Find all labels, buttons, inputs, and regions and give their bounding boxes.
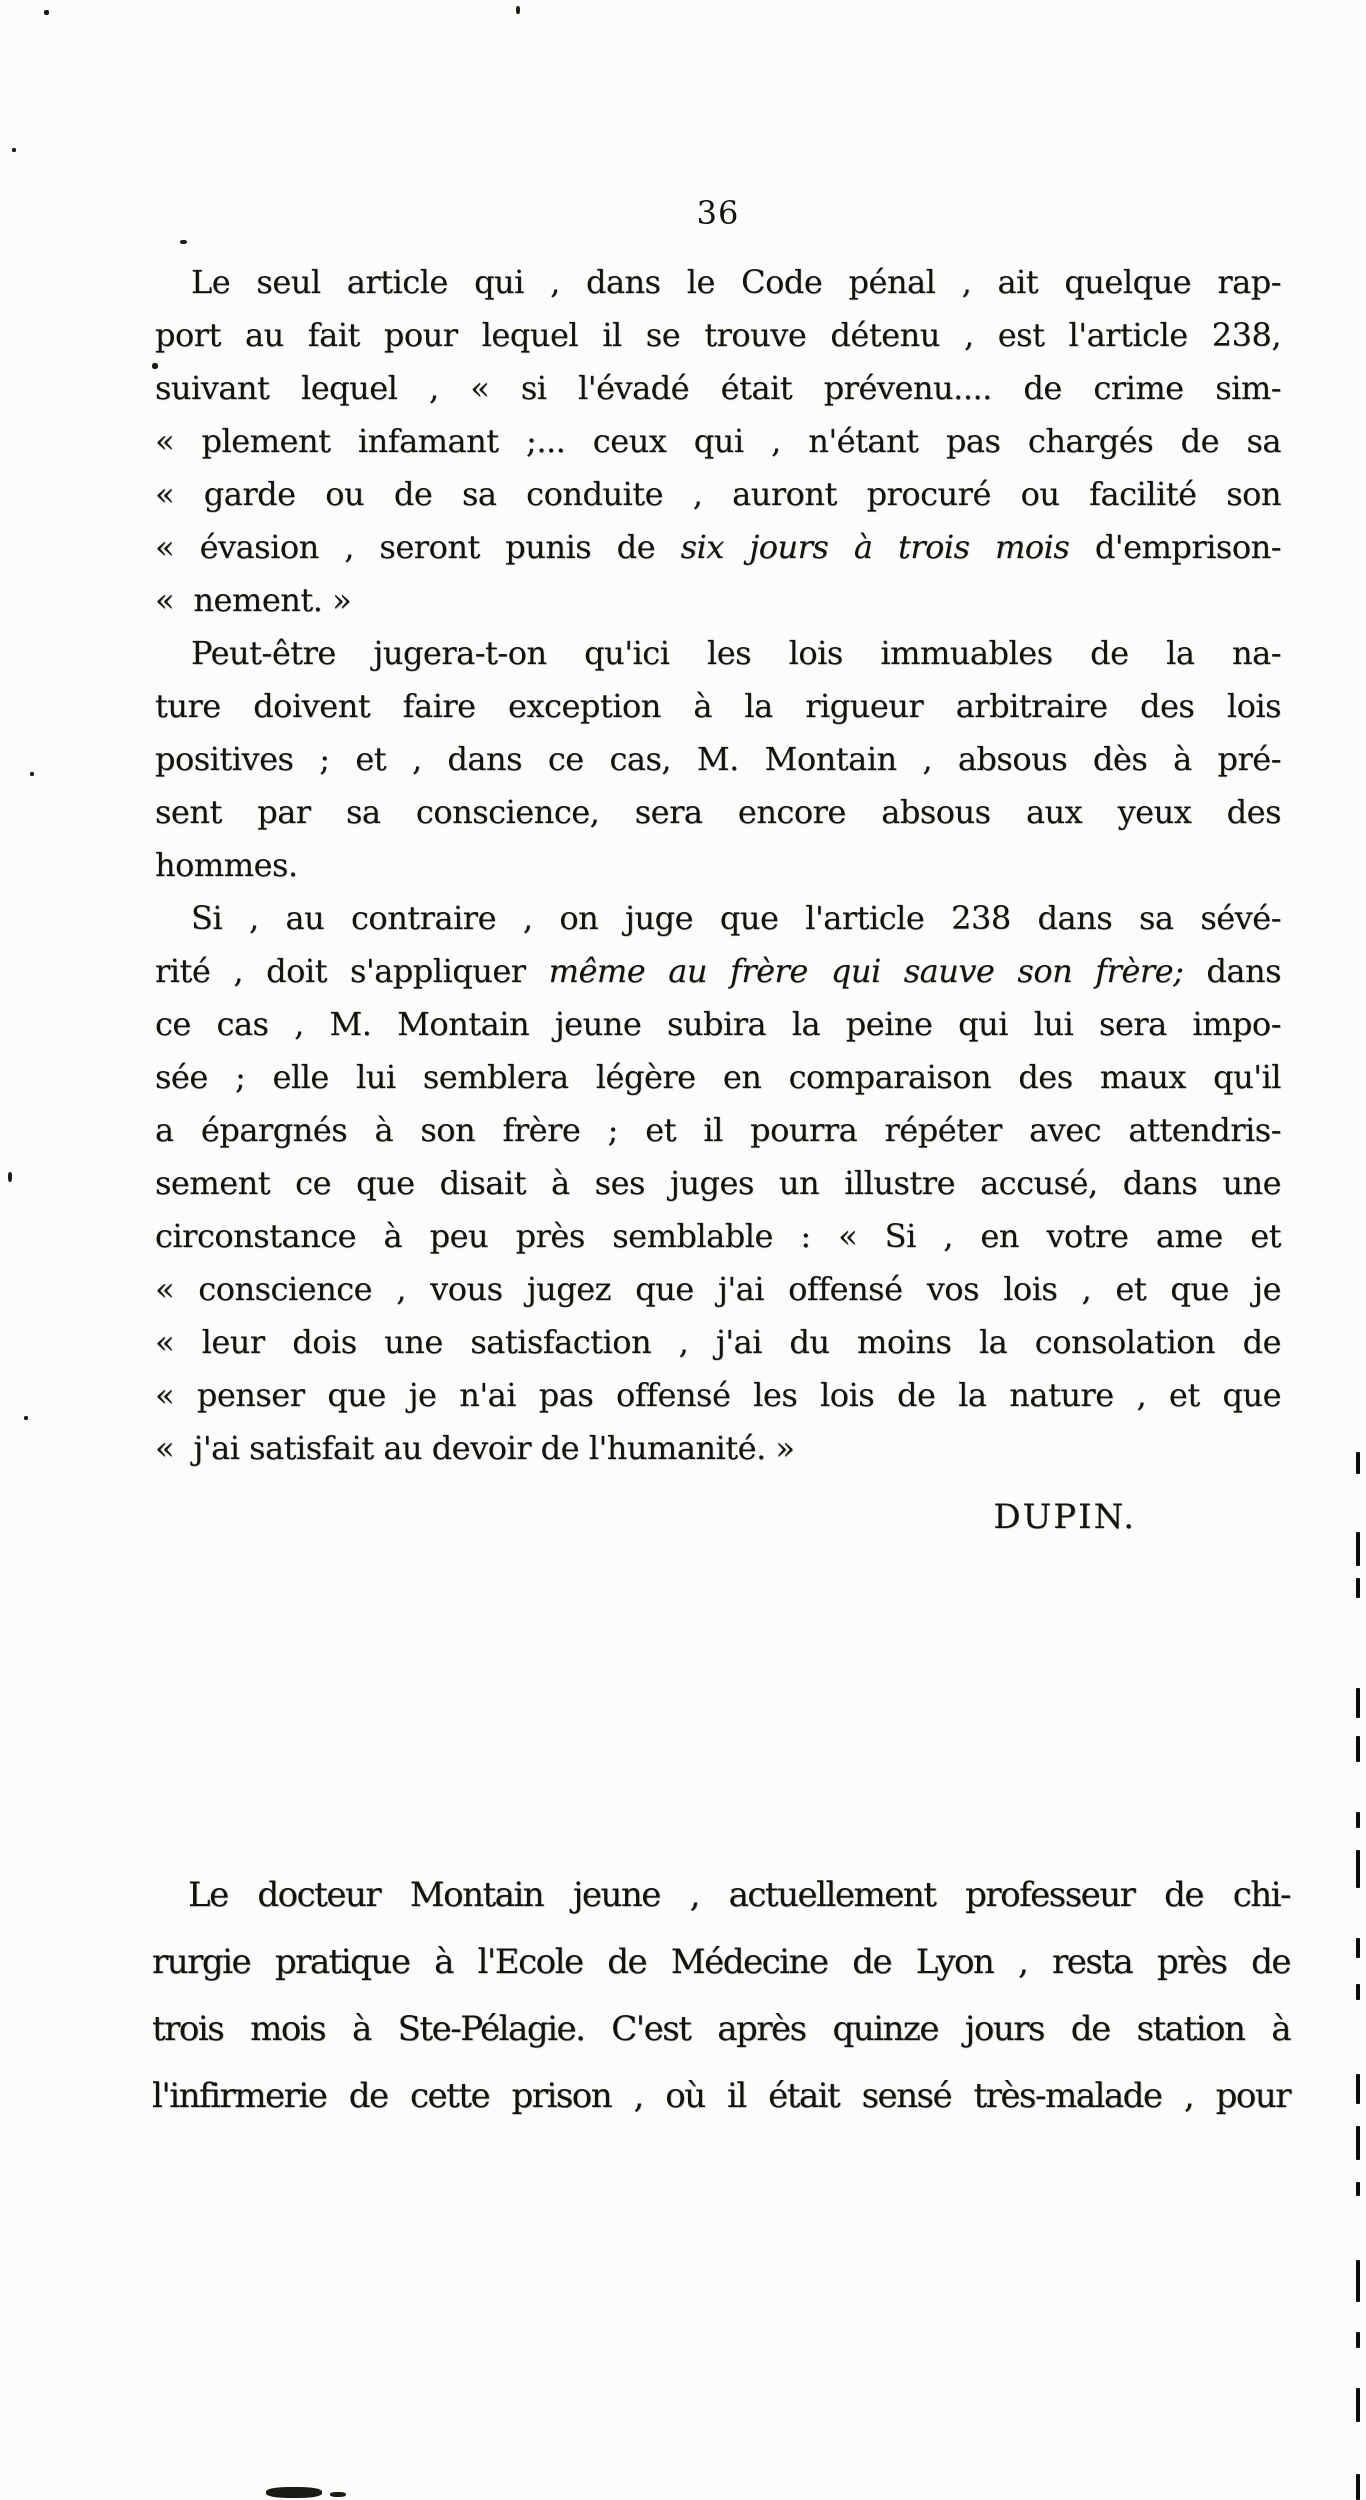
ink-speck — [30, 772, 34, 776]
page-number: 36 — [696, 194, 740, 232]
text-line — [155, 1316, 1281, 1369]
italic-text-segment: six jours à trois mois — [680, 528, 1070, 566]
text-segment: trois mois à Ste-Pélagie. C'est après quinze jours de station à — [152, 2009, 1290, 2049]
page-edge-mark — [1356, 1938, 1360, 1958]
page-edge-mark — [1356, 1984, 1360, 2000]
text-line — [155, 362, 1281, 415]
text-line — [155, 733, 1281, 786]
page-edge-mark — [1356, 2474, 1360, 2500]
page-edge-mark — [1356, 1736, 1360, 1762]
text-line — [155, 786, 1281, 839]
ink-speck — [180, 240, 187, 244]
text-segment: suivant lequel , « si l'évadé était prévenu.... de crime sim- — [155, 369, 1281, 407]
text-line — [155, 309, 1281, 362]
text-line — [155, 680, 1281, 733]
text-line — [155, 892, 1281, 945]
text-segment: sement ce que disait à ses juges un illustre accusé, dans une — [155, 1164, 1281, 1202]
text-segment: « conscience , vous jugez que j'ai offensé vos lois , et que je — [155, 1270, 1281, 1308]
page-edge-mark — [1356, 1688, 1360, 1718]
page-edge-mark — [1356, 2126, 1360, 2160]
ink-speck — [44, 10, 49, 15]
text-line — [152, 1862, 1290, 1929]
text-segment: l'infirmerie de cette prison , où il était sensé très-malade , pour — [152, 2076, 1290, 2116]
text-segment: Si , au contraire , on juge que l'article 238 dans sa sévé- — [191, 899, 1281, 937]
text-line — [155, 998, 1281, 1051]
text-segment: sée ; elle lui semblera légère en comparaison des maux qu'il — [155, 1058, 1281, 1096]
page-edge-mark — [1356, 1452, 1360, 1474]
text-line — [152, 1996, 1290, 2063]
text-segment: « leur dois une satisfaction , j'ai du moins la consolation de — [155, 1323, 1281, 1361]
text-line — [155, 839, 1281, 892]
signature-dupin: DUPIN. — [993, 1497, 1136, 1537]
bottom-text-block — [152, 1862, 1290, 2130]
page-edge-mark — [1356, 2074, 1360, 2104]
text-segment: ce cas , M. Montain jeune subira la peine qui lui sera impo- — [155, 1005, 1281, 1043]
text-segment: hommes. — [155, 846, 298, 884]
text-line — [155, 468, 1281, 521]
page-edge-mark — [1356, 1850, 1360, 1888]
text-segment: « garde ou de sa conduite , auront procuré ou facilité son — [155, 475, 1281, 513]
text-line — [155, 1263, 1281, 1316]
text-line — [155, 415, 1281, 468]
text-line — [155, 574, 1281, 627]
page-edge-mark — [1356, 1578, 1360, 1598]
ink-speck — [8, 1172, 12, 1182]
text-segment: Le seul article qui , dans le Code pénal , ait quelque rap- — [191, 263, 1281, 301]
text-segment: « penser que je n'ai pas offensé les lois de la nature , et que — [155, 1376, 1281, 1414]
text-segment: ture doivent faire exception à la rigueur arbitraire des lois — [155, 687, 1281, 725]
page-edge-mark — [1356, 2260, 1360, 2302]
text-line — [155, 1369, 1281, 1422]
page-edge-mark — [1356, 2388, 1360, 2422]
text-segment: Peut-être jugera-t-on qu'ici les lois immuables de la na- — [191, 634, 1281, 672]
text-segment: « plement infamant ;... ceux qui , n'étant pas chargés de sa — [155, 422, 1281, 460]
text-segment: Le docteur Montain jeune , actuellement professeur de chi- — [188, 1875, 1290, 1915]
page-edge-mark — [1356, 1532, 1360, 1566]
text-line — [152, 1929, 1290, 1996]
text-line — [155, 627, 1281, 680]
text-line — [155, 945, 1281, 998]
text-segment: « évasion , seront punis de — [155, 528, 681, 566]
page-edge-mark — [1356, 1812, 1360, 1828]
text-segment: rité , doit s'appliquer — [155, 952, 549, 990]
page-edge-mark — [1356, 2332, 1360, 2348]
text-segment: sent par sa conscience, sera encore absous aux yeux des — [155, 793, 1281, 831]
ink-speck — [330, 2492, 346, 2497]
text-line — [155, 1104, 1281, 1157]
text-segment: « j'ai satisfait au devoir de l'humanité. » — [155, 1429, 795, 1467]
ink-speck — [12, 148, 16, 152]
text-line — [155, 1051, 1281, 1104]
text-segment: rurgie pratique à l'Ecole de Médecine de Lyon , resta près de — [152, 1942, 1290, 1982]
text-line — [155, 1210, 1281, 1263]
text-segment: dans — [1183, 952, 1282, 990]
ink-speck — [516, 6, 520, 14]
text-segment: circonstance à peu près semblable : « Si , en votre ame et — [155, 1217, 1281, 1255]
ink-speck — [24, 1416, 28, 1420]
text-line — [152, 2063, 1290, 2130]
text-segment: positives ; et , dans ce cas, M. Montain , absous dès à pré- — [155, 740, 1281, 778]
text-segment: a épargnés à son frère ; et il pourra répéter avec attendris- — [155, 1111, 1281, 1149]
page-edge-mark — [1356, 2182, 1360, 2196]
main-text-block — [155, 256, 1281, 1475]
ink-speck — [266, 2487, 322, 2498]
text-line — [155, 1157, 1281, 1210]
text-segment: port au fait pour lequel il se trouve détenu , est l'article 238, — [155, 316, 1281, 354]
text-segment: « nement. » — [155, 581, 352, 619]
italic-text-segment: même au frère qui sauve son frère; — [548, 952, 1184, 990]
text-segment: d'emprison- — [1069, 528, 1282, 566]
text-line — [155, 256, 1281, 309]
text-line — [155, 521, 1281, 574]
text-line — [155, 1422, 1281, 1475]
ink-speck — [152, 363, 158, 369]
